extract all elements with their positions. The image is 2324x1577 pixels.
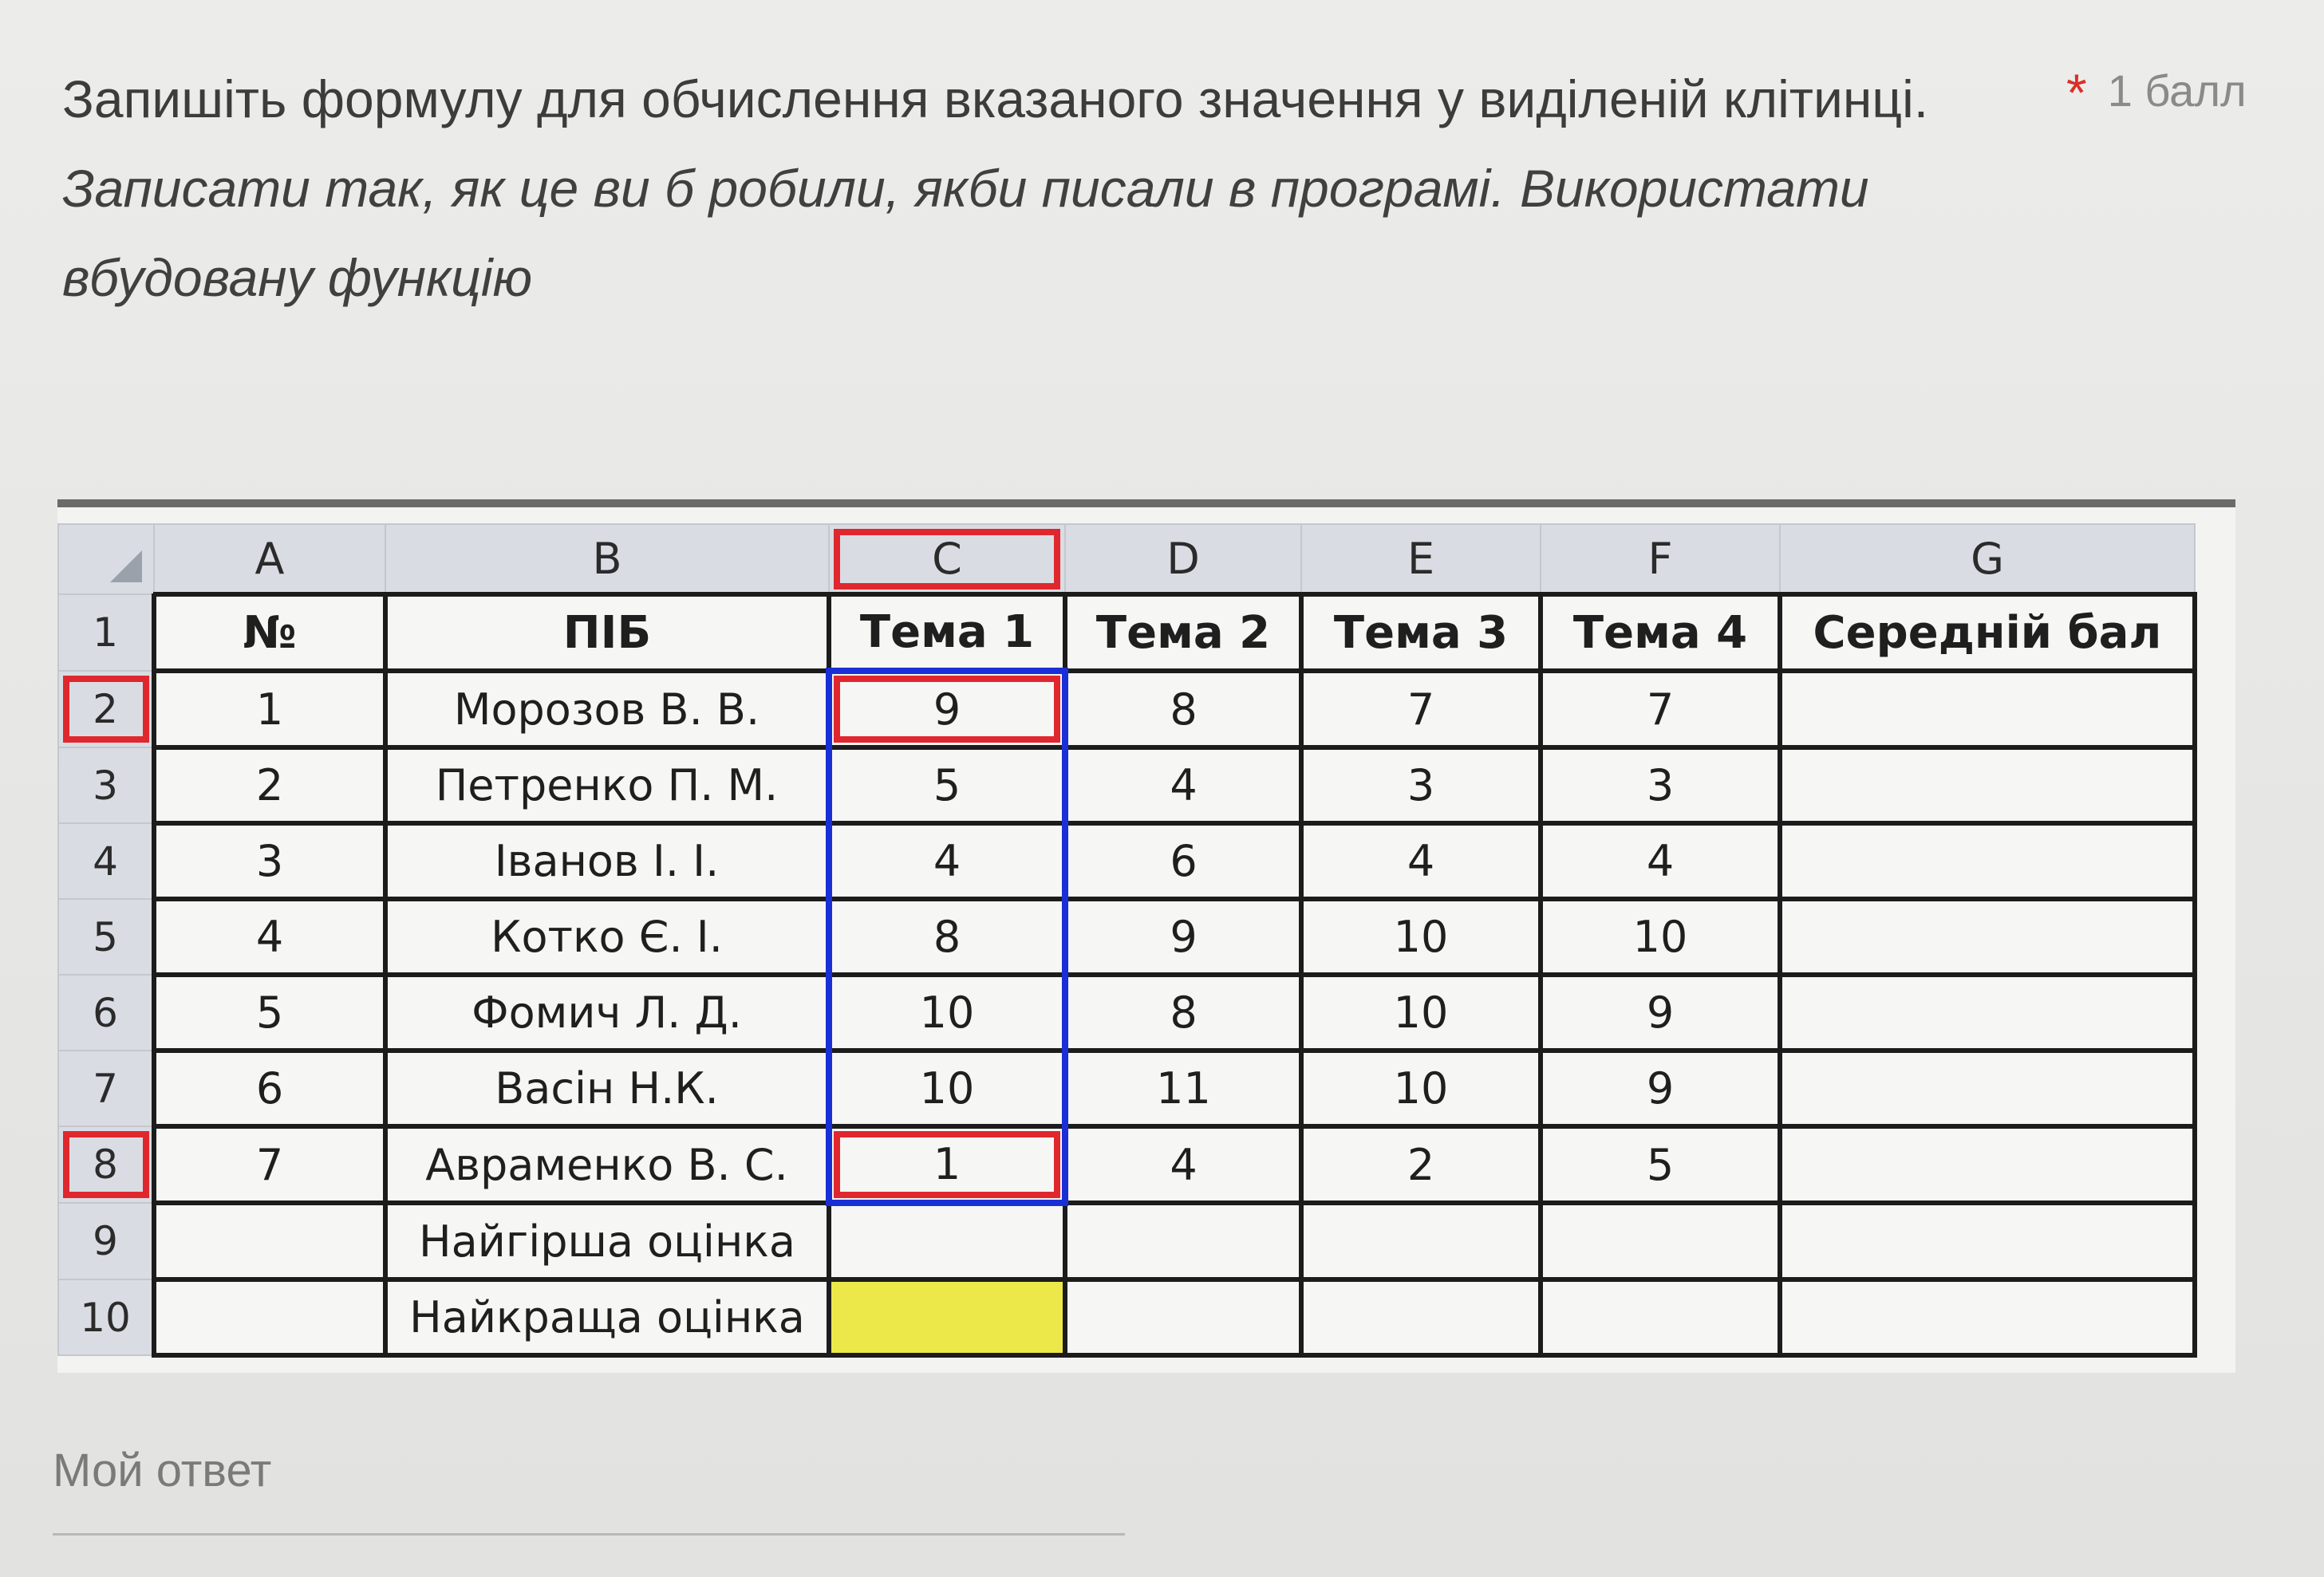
header-cell-topic4[interactable]: Тема 4 <box>1541 594 1780 671</box>
table-cell[interactable]: 10 <box>829 975 1065 1051</box>
table-row <box>58 1126 2195 1203</box>
select-all-triangle-icon <box>110 550 142 582</box>
table-cell[interactable]: 4 <box>1301 823 1541 899</box>
spreadsheet-image <box>57 499 2235 1373</box>
table-cell[interactable] <box>1541 1279 1780 1355</box>
table-row <box>58 975 2195 1051</box>
table-cell[interactable] <box>1780 1051 2195 1126</box>
table-cell[interactable]: 11 <box>1065 1051 1301 1126</box>
column-header-b[interactable]: B <box>385 524 829 594</box>
highlighted-target-cell[interactable] <box>829 1279 1065 1355</box>
table-row <box>58 671 2195 747</box>
header-cell-topic3[interactable]: Тема 3 <box>1301 594 1541 671</box>
answer-label: Мой ответ <box>53 1445 272 1496</box>
table-cell[interactable]: 5 <box>154 975 385 1051</box>
column-header-e[interactable]: E <box>1301 524 1541 594</box>
question-title: Запишіть формулу для обчислення вказаного значення у виділеній клітинці. <box>62 69 1929 128</box>
row-header-9[interactable]: 9 <box>58 1203 154 1279</box>
table-cell-c8[interactable]: 1 <box>829 1126 1065 1203</box>
header-cell-name[interactable]: ПІБ <box>385 594 829 671</box>
row-header-3[interactable]: 3 <box>58 747 154 823</box>
table-cell[interactable]: 10 <box>1301 899 1541 975</box>
table-cell[interactable]: Морозов В. В. <box>385 671 829 747</box>
table-row <box>58 823 2195 899</box>
table-cell[interactable]: 5 <box>1541 1126 1780 1203</box>
table-cell[interactable] <box>1541 1203 1780 1279</box>
table-cell-worst-label[interactable]: Найгірша оцінка <box>385 1203 829 1279</box>
row-header-5[interactable]: 5 <box>58 899 154 975</box>
table-cell[interactable]: Васін Н.К. <box>385 1051 829 1126</box>
table-cell[interactable]: 1 <box>154 671 385 747</box>
table-cell[interactable]: 10 <box>1301 1051 1541 1126</box>
column-header-d[interactable]: D <box>1065 524 1301 594</box>
table-cell[interactable]: 10 <box>829 1051 1065 1126</box>
table-cell[interactable]: Іванов І. І. <box>385 823 829 899</box>
points-label: 1 балл <box>2107 65 2247 116</box>
table-cell[interactable] <box>1065 1203 1301 1279</box>
table-cell[interactable]: 9 <box>1541 975 1780 1051</box>
table-cell[interactable] <box>154 1203 385 1279</box>
row-header-1[interactable]: 1 <box>58 594 154 671</box>
row-header-10[interactable]: 10 <box>58 1279 154 1355</box>
column-header-a[interactable]: A <box>154 524 385 594</box>
table-cell[interactable]: Петренко П. М. <box>385 747 829 823</box>
table-cell[interactable] <box>829 1203 1065 1279</box>
table-cell[interactable] <box>1780 823 2195 899</box>
table-cell[interactable]: 4 <box>1541 823 1780 899</box>
column-header-row <box>58 524 2195 594</box>
table-row <box>58 594 2195 671</box>
table-cell[interactable]: 8 <box>1065 975 1301 1051</box>
question-note: Записати так, як це ви б робили, якби писали в програмі. Використати вбудовану функцію <box>62 159 1869 307</box>
table-cell[interactable]: 7 <box>154 1126 385 1203</box>
table-row <box>58 1051 2195 1126</box>
table-cell[interactable]: 4 <box>1065 747 1301 823</box>
table-cell[interactable]: 4 <box>1065 1126 1301 1203</box>
header-cell-number[interactable]: № <box>154 594 385 671</box>
table-cell[interactable] <box>1301 1203 1541 1279</box>
table-cell[interactable] <box>1780 1203 2195 1279</box>
header-cell-topic2[interactable]: Тема 2 <box>1065 594 1301 671</box>
header-cell-average[interactable]: Середній бал <box>1780 594 2195 671</box>
table-cell[interactable]: 7 <box>1541 671 1780 747</box>
table-cell[interactable]: 3 <box>1301 747 1541 823</box>
points-indicator <box>2066 62 2247 123</box>
column-header-g[interactable]: G <box>1780 524 2195 594</box>
table-cell[interactable] <box>1780 747 2195 823</box>
select-all-corner[interactable] <box>58 524 154 594</box>
table-cell[interactable] <box>1780 1279 2195 1355</box>
table-cell[interactable] <box>1065 1279 1301 1355</box>
table-cell[interactable] <box>1780 975 2195 1051</box>
table-cell[interactable]: 9 <box>1541 1051 1780 1126</box>
required-asterisk: * <box>2066 63 2087 122</box>
table-row <box>58 1279 2195 1355</box>
table-cell-c2[interactable]: 9 <box>829 671 1065 747</box>
table-cell[interactable]: 8 <box>1065 671 1301 747</box>
column-header-c[interactable]: C <box>829 524 1065 594</box>
spreadsheet-grid <box>57 523 2197 1358</box>
table-cell[interactable] <box>1301 1279 1541 1355</box>
row-header-4[interactable]: 4 <box>58 823 154 899</box>
sheet-top-border <box>57 499 2235 507</box>
table-cell[interactable] <box>154 1279 385 1355</box>
table-cell[interactable] <box>1780 671 2195 747</box>
table-cell[interactable]: Авраменко В. С. <box>385 1126 829 1203</box>
table-cell[interactable]: 9 <box>1065 899 1301 975</box>
table-row <box>58 1203 2195 1279</box>
table-cell[interactable]: 2 <box>154 747 385 823</box>
table-row <box>58 899 2195 975</box>
row-header-7[interactable]: 7 <box>58 1051 154 1126</box>
table-cell[interactable]: 8 <box>829 899 1065 975</box>
table-cell[interactable] <box>1780 1126 2195 1203</box>
column-header-f[interactable]: F <box>1541 524 1780 594</box>
table-cell[interactable]: 10 <box>1541 899 1780 975</box>
table-cell[interactable]: 2 <box>1301 1126 1541 1203</box>
table-cell[interactable]: 3 <box>154 823 385 899</box>
table-cell[interactable]: 7 <box>1301 671 1541 747</box>
table-cell[interactable]: 4 <box>829 823 1065 899</box>
table-cell[interactable]: 6 <box>154 1051 385 1126</box>
row-header-2[interactable]: 2 <box>58 671 154 747</box>
row-header-6[interactable]: 6 <box>58 975 154 1051</box>
row-header-8[interactable]: 8 <box>58 1126 154 1203</box>
table-cell[interactable] <box>1780 899 2195 975</box>
answer-input[interactable] <box>53 1500 1125 1536</box>
table-cell[interactable]: Фомич Л. Д. <box>385 975 829 1051</box>
table-cell[interactable]: 10 <box>1301 975 1541 1051</box>
table-cell[interactable]: Котко Є. І. <box>385 899 829 975</box>
table-cell[interactable]: 5 <box>829 747 1065 823</box>
table-cell[interactable]: 4 <box>154 899 385 975</box>
question-block <box>62 54 2001 322</box>
table-cell[interactable]: 3 <box>1541 747 1780 823</box>
table-row <box>58 747 2195 823</box>
table-cell-best-label[interactable]: Найкраща оцінка <box>385 1279 829 1355</box>
table-cell[interactable]: 6 <box>1065 823 1301 899</box>
header-cell-topic1[interactable]: Тема 1 <box>829 594 1065 671</box>
